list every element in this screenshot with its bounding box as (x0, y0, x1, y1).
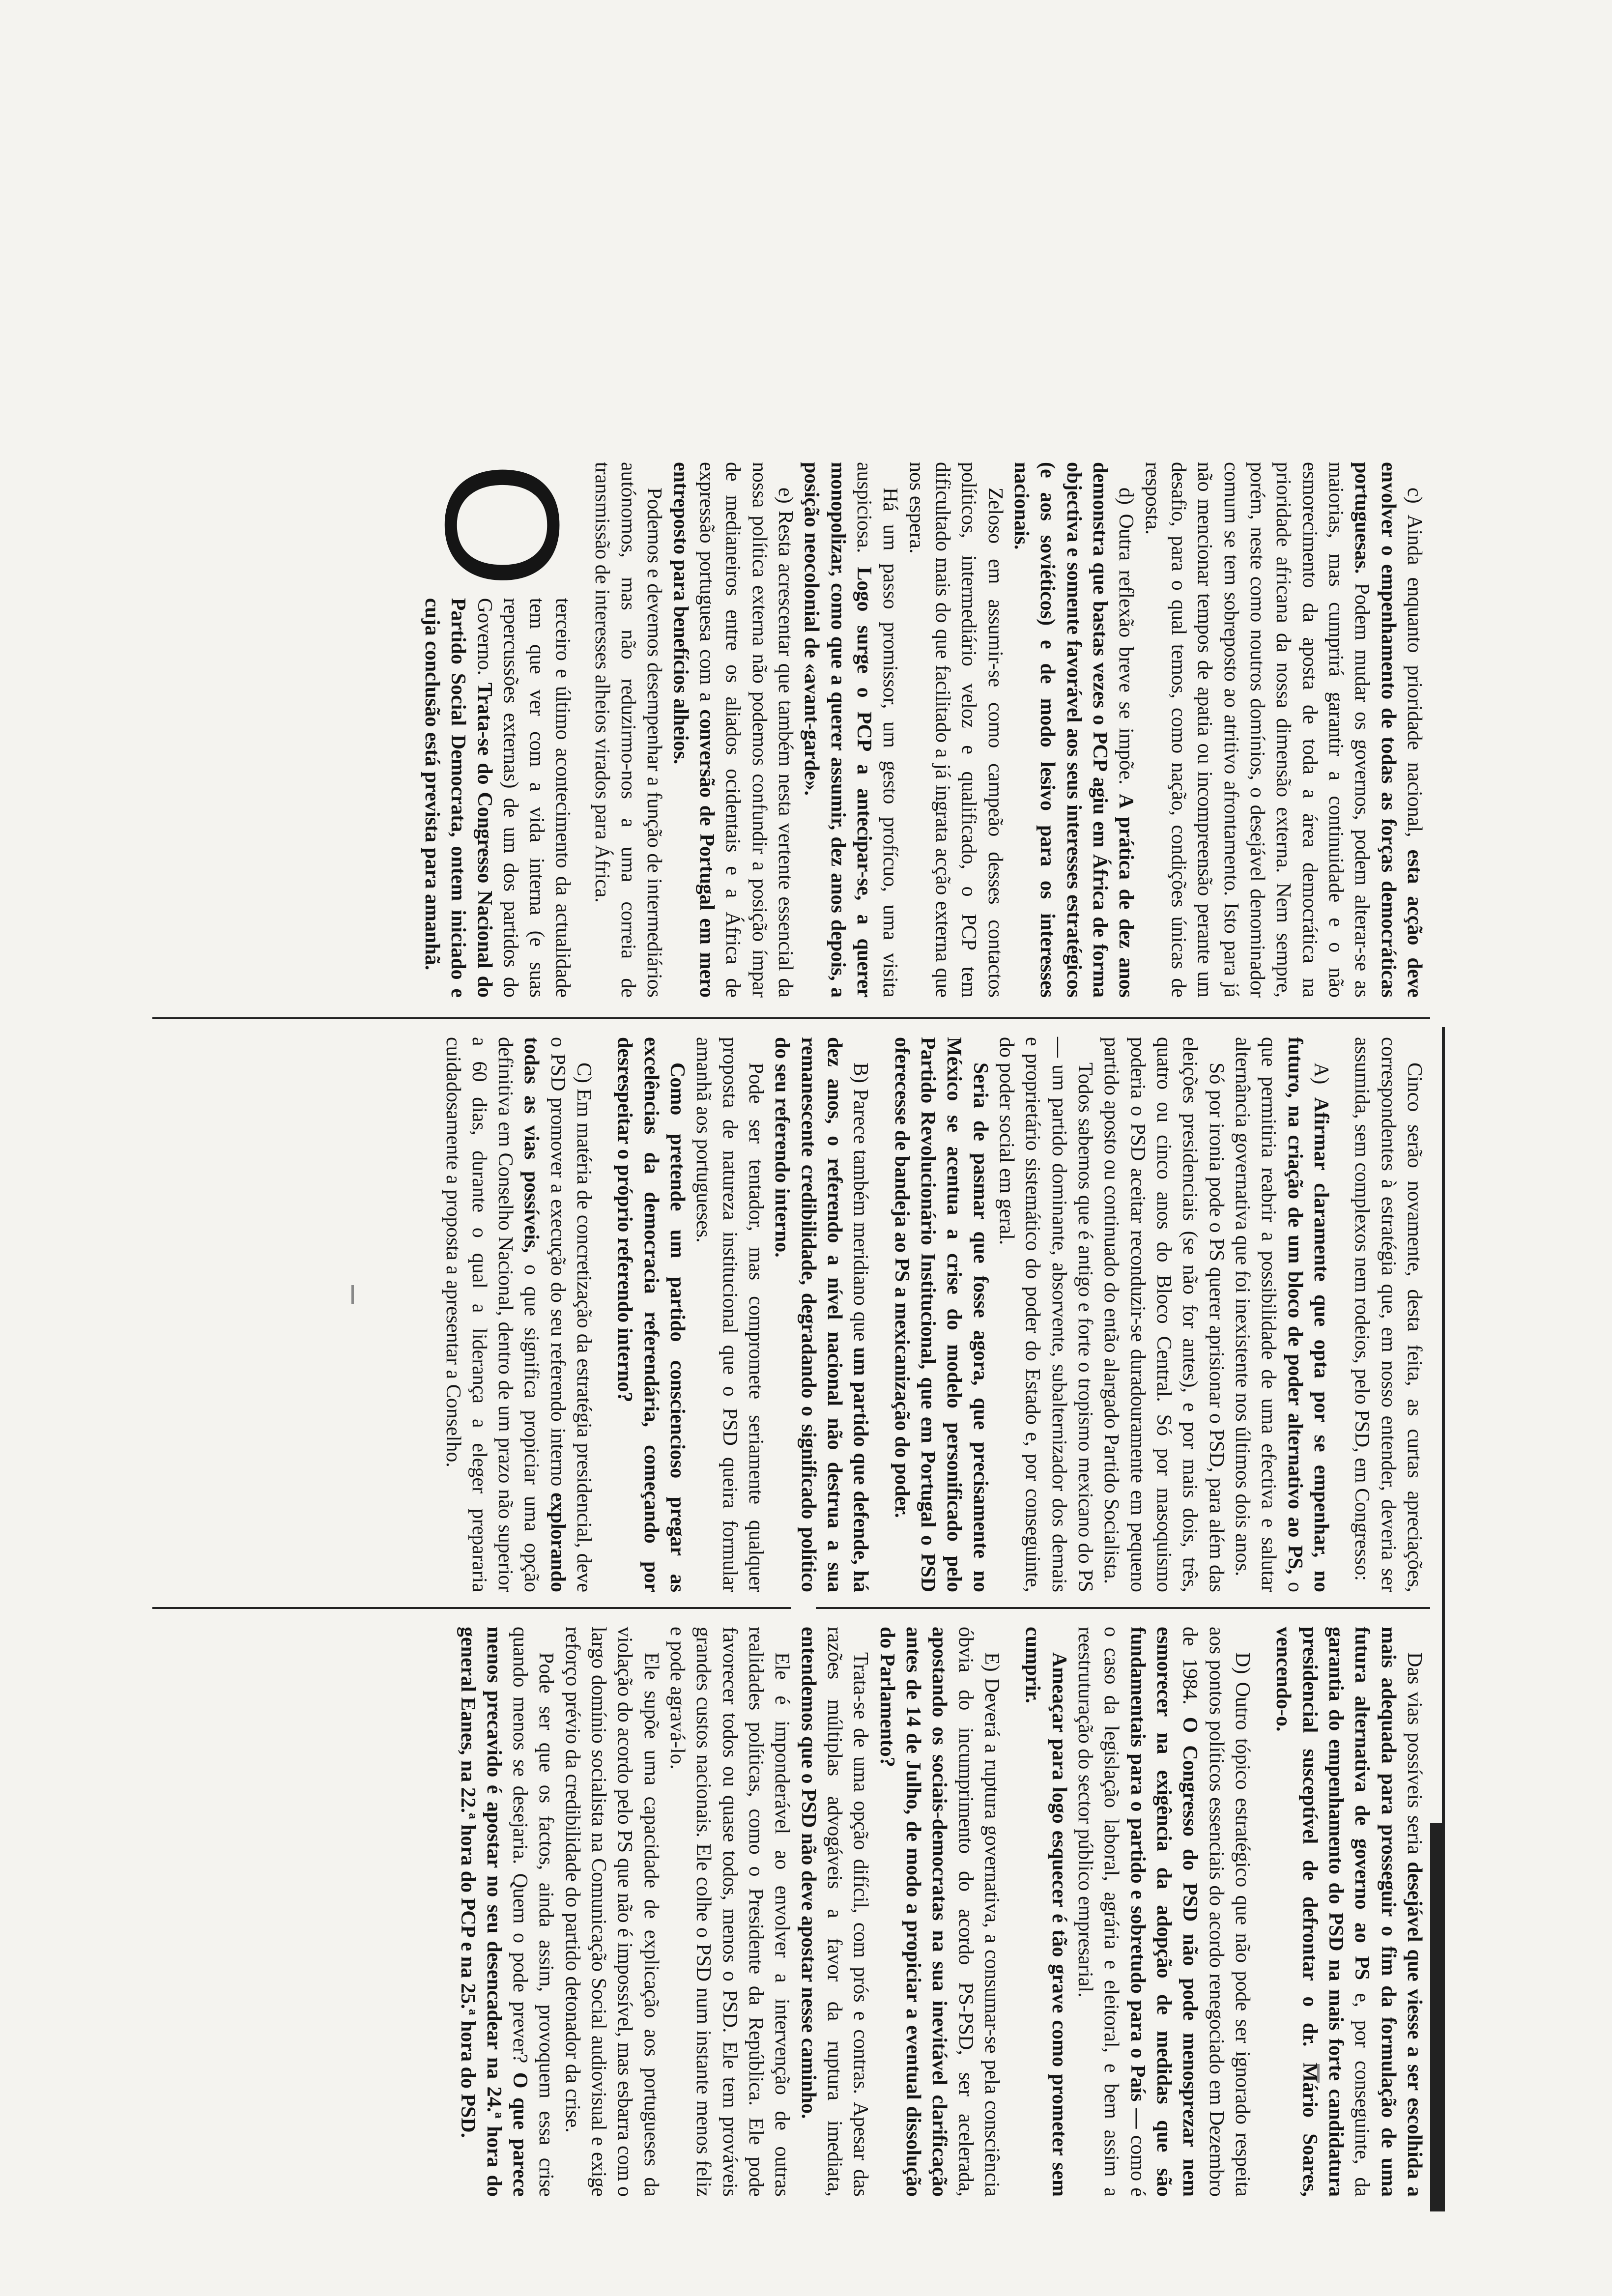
paragraph: Todos sabemos que é antigo e forte o tropismo mexicano do PS — um partido dominante, absorvente, subalternizador dos demais e proprietário sistemático do poder do Estado e, por conseguinte, do poder social em geral. (995, 1037, 1097, 1592)
paragraph-dropcap: O terceiro e último acontecimento da actualidade tem que ver com a vida interna (e suas repercussões externas) de um dos partidos do Governo. Trata-se do Congresso Nacional do Partido Social Democrata, ontem iniciado e cuja conclusão está prevista para amanhã. (412, 462, 594, 998)
paragraph: Trata-se de uma opção difícil, com prós e contras. Apesar das razões múltiplas advogáveis a favor da ruptura imediata, entendemos que o PSD não deve apostar nesse caminho. (797, 1627, 872, 2197)
paragraph: Pode ser que os factos, ainda assim, provoquem essa crise quando menos se desejaria. Quem o pode prever? O que parece menos precavido é apostar no seu desencadear na 24.ª hora do general Eanes, na 22.ª hora do PCP e na 25.ª hora do PSD. (456, 1627, 558, 2197)
paragraph: B) Parece também meridiano que um partido que defende, há dez anos, o referendo a nível nacional não destrua a sua remanescente credibilidade, degradando o significado político do seu referendo interno. (771, 1037, 872, 1592)
column-rule (816, 1607, 1430, 1609)
paragraph: Pode ser tentador, mas compromete seriamente qualquer proposta de natureza institucional que o PSD queira formular amanhã aos portugueses. (692, 1037, 768, 1592)
paragraph: e) Resta acrescentar que também nesta vertente essencial da nossa política externa não podemos confundir a posição ímpar de medianeiros entre os aliados ocidentais e a África de expressão portuguesa com a conversão de Portugal em mero entreposto para benefícios alheios. (669, 462, 797, 998)
paragraph: Ameaçar para logo esquecer é tão grave como prometer sem cumprir. (1021, 1627, 1070, 2197)
paragraph: Das vias possíveis seria desejável que viesse a ser escolhida a mais adequada para prosseguir o fim da formulação de uma futura alternativa de governo ao PS e, por conseguinte, da garantia do empenhamento do PSD na mais forte candidatura presidencial susceptível de defrontar o dr. Mário Soares, vencendo-o. (1272, 1627, 1426, 2197)
paragraph: A) Afirmar claramente que opta por se empenhar, no futuro, na criação de um bloco de poder alternativo ao PS, o que permitiria reabrir a possibilidade de uma efectiva e salutar alternância governativa que foi inexistente nos últimos dois anos. (1231, 1037, 1333, 1593)
top-rule-thick (1430, 1823, 1445, 2211)
column-rule (152, 1607, 791, 1609)
column-3 (454, 1627, 1427, 2197)
paragraph: E) Deverá a ruptura governativa, a consumar-se pela consciência óbvia do incumprimento do acordo PS-PSD, ser acelerada, apostando os sociais-democratas na sua inevitável clarificação antes de 14 de Julho, de modo a propiciar a eventual dissolução do Parlamento? (875, 1627, 1004, 2197)
drop-cap: O (412, 462, 594, 588)
paragraph: C) Em matéria de concretização da estratégia presidencial, deve o PSD promover a execução do seu referendo interno explorando todas as vias possíveis, o que significa propiciar uma opção definitiva em Conselho Nacional, dentro de um prazo não superior a 60 dias, durante o qual a liderança a eleger prepararia cuidadosamente a proposta a apresentar a Conselho. (441, 1037, 596, 1592)
paragraph: Ele é imponderável ao envolver a intervenção de outras realidades políticas, como o Presidente da República. Ele pode favorecer todos ou quase todos, menos o PSD. Ele tem prováveis grandes custos nacionais. Ele colhe o PSD num instante menos feliz e pode agravá-lo. (666, 1627, 794, 2197)
paragraph: Só por ironia pode o PS querer aprisionar o PSD, para além das eleições presidenciais (se não for antes), e por mais dois, três, quatro ou cinco anos do Bloco Central. Só por masoquismo poderia o PSD aceitar reconduzir-se duradouramente em pequeno partido aposto ou continuado do então alargado Partido Socialista. (1100, 1037, 1228, 1592)
newspaper-article (147, 462, 1445, 2211)
column-1 (412, 462, 1427, 998)
column-2 (439, 1037, 1427, 1592)
paragraph: D) Outro tópico estratégico que não pode ser ignorado respeita aos pontos políticos essenciais do acordo renegociado em Dezembro de 1984. O Congresso do PSD não pode menosprezar nem esmorecer na exigência da adopção de medidas que são fundamentais para o partido e sobretudo para o País — como é o caso da legislação laboral, agrária e eleitoral, e bem assim a reestruturação do sector público empresarial. (1074, 1627, 1254, 2197)
paragraph: Cinco serão novamente, desta feita, as curtas apreciações, correspondentes à estratégia que, em nosso entender, deveria ser assumida, sem complexos nem rodeios, pelo PSD, em Congresso: (1351, 1037, 1426, 1592)
paragraph: Há um passo promissor, um gesto profícuo, uma visita auspiciosa. Logo surge o PCP a antecipar-se, a querer monopolizar, como que a querer assumir, dez anos depois, a posição neocolonial de «avant-garde». (800, 462, 902, 998)
paragraph: Como pretende um partido conscienciosо pregar as excelências da democracia referendária, começando por desrespeitar o próprio referendo interno? (613, 1037, 689, 1592)
paragraph: Zeloso em assumir-se como campeão desses contactos políticos, intermediário veloz e qualificado, o PCP tem dificultado mais do que facilitado a já ingrata acção externa que nos espera. (905, 462, 1007, 998)
paragraph: Podemos e devemos desempenhar a função de intermediários autónomos, mas não reduzirmo-nos a uma correia de transmissão de interesses alheios virados para África. (590, 462, 666, 998)
paragraph: d) Outra reflexão breve se impõe. A prática de dez anos demonstra que bastas vezes o PCP agiu em África de forma objectiva e somente favorável aos seus interesses estratégicos (e aos soviéticos) e de modo lesivo para os interesses nacionais. (1010, 462, 1138, 998)
paragraph: Seria de pasmar que fosse agora, que precisamente no México se acentua a crise do modelo personificado pelo Partido Revolucionário Institucional, que em Portugal o PSD oferecesse de bandeja ao PS a mexicanização do poder. (890, 1037, 992, 1592)
paragraph: c) Ainda enquanto prioridade nacional, esta acção deve envolver o empenhamento de todas as forças democráticas portuguesas. Podem mudar os governos, podem alterar-se as maiorias, mas cumprirá garantir a continuidade e o não esmorecimento da aposta de toda a área democrática na prioridade africana da nossa dimensão externa. Nem sempre, porém, neste como noutros domínios, o desejável denominador comum se tem sobreposto ao atritivo afrontamento. Isto para já não mencionar tempos de apatia ou incompreensão perante um desafio, para o qual temos, como nação, condições únicas de resposta. (1141, 462, 1426, 998)
paragraph: Ele supõe uma capacidade de explicação aos portugueses da violação do acordo pelo PS que não é impossível, mas esbarra com o largo domínio socialista na Comunicação Social audiovisual e exige reforço prévio da credibilidade do partido detonador da crise. (561, 1627, 662, 2197)
column-rule (152, 1017, 1430, 1019)
